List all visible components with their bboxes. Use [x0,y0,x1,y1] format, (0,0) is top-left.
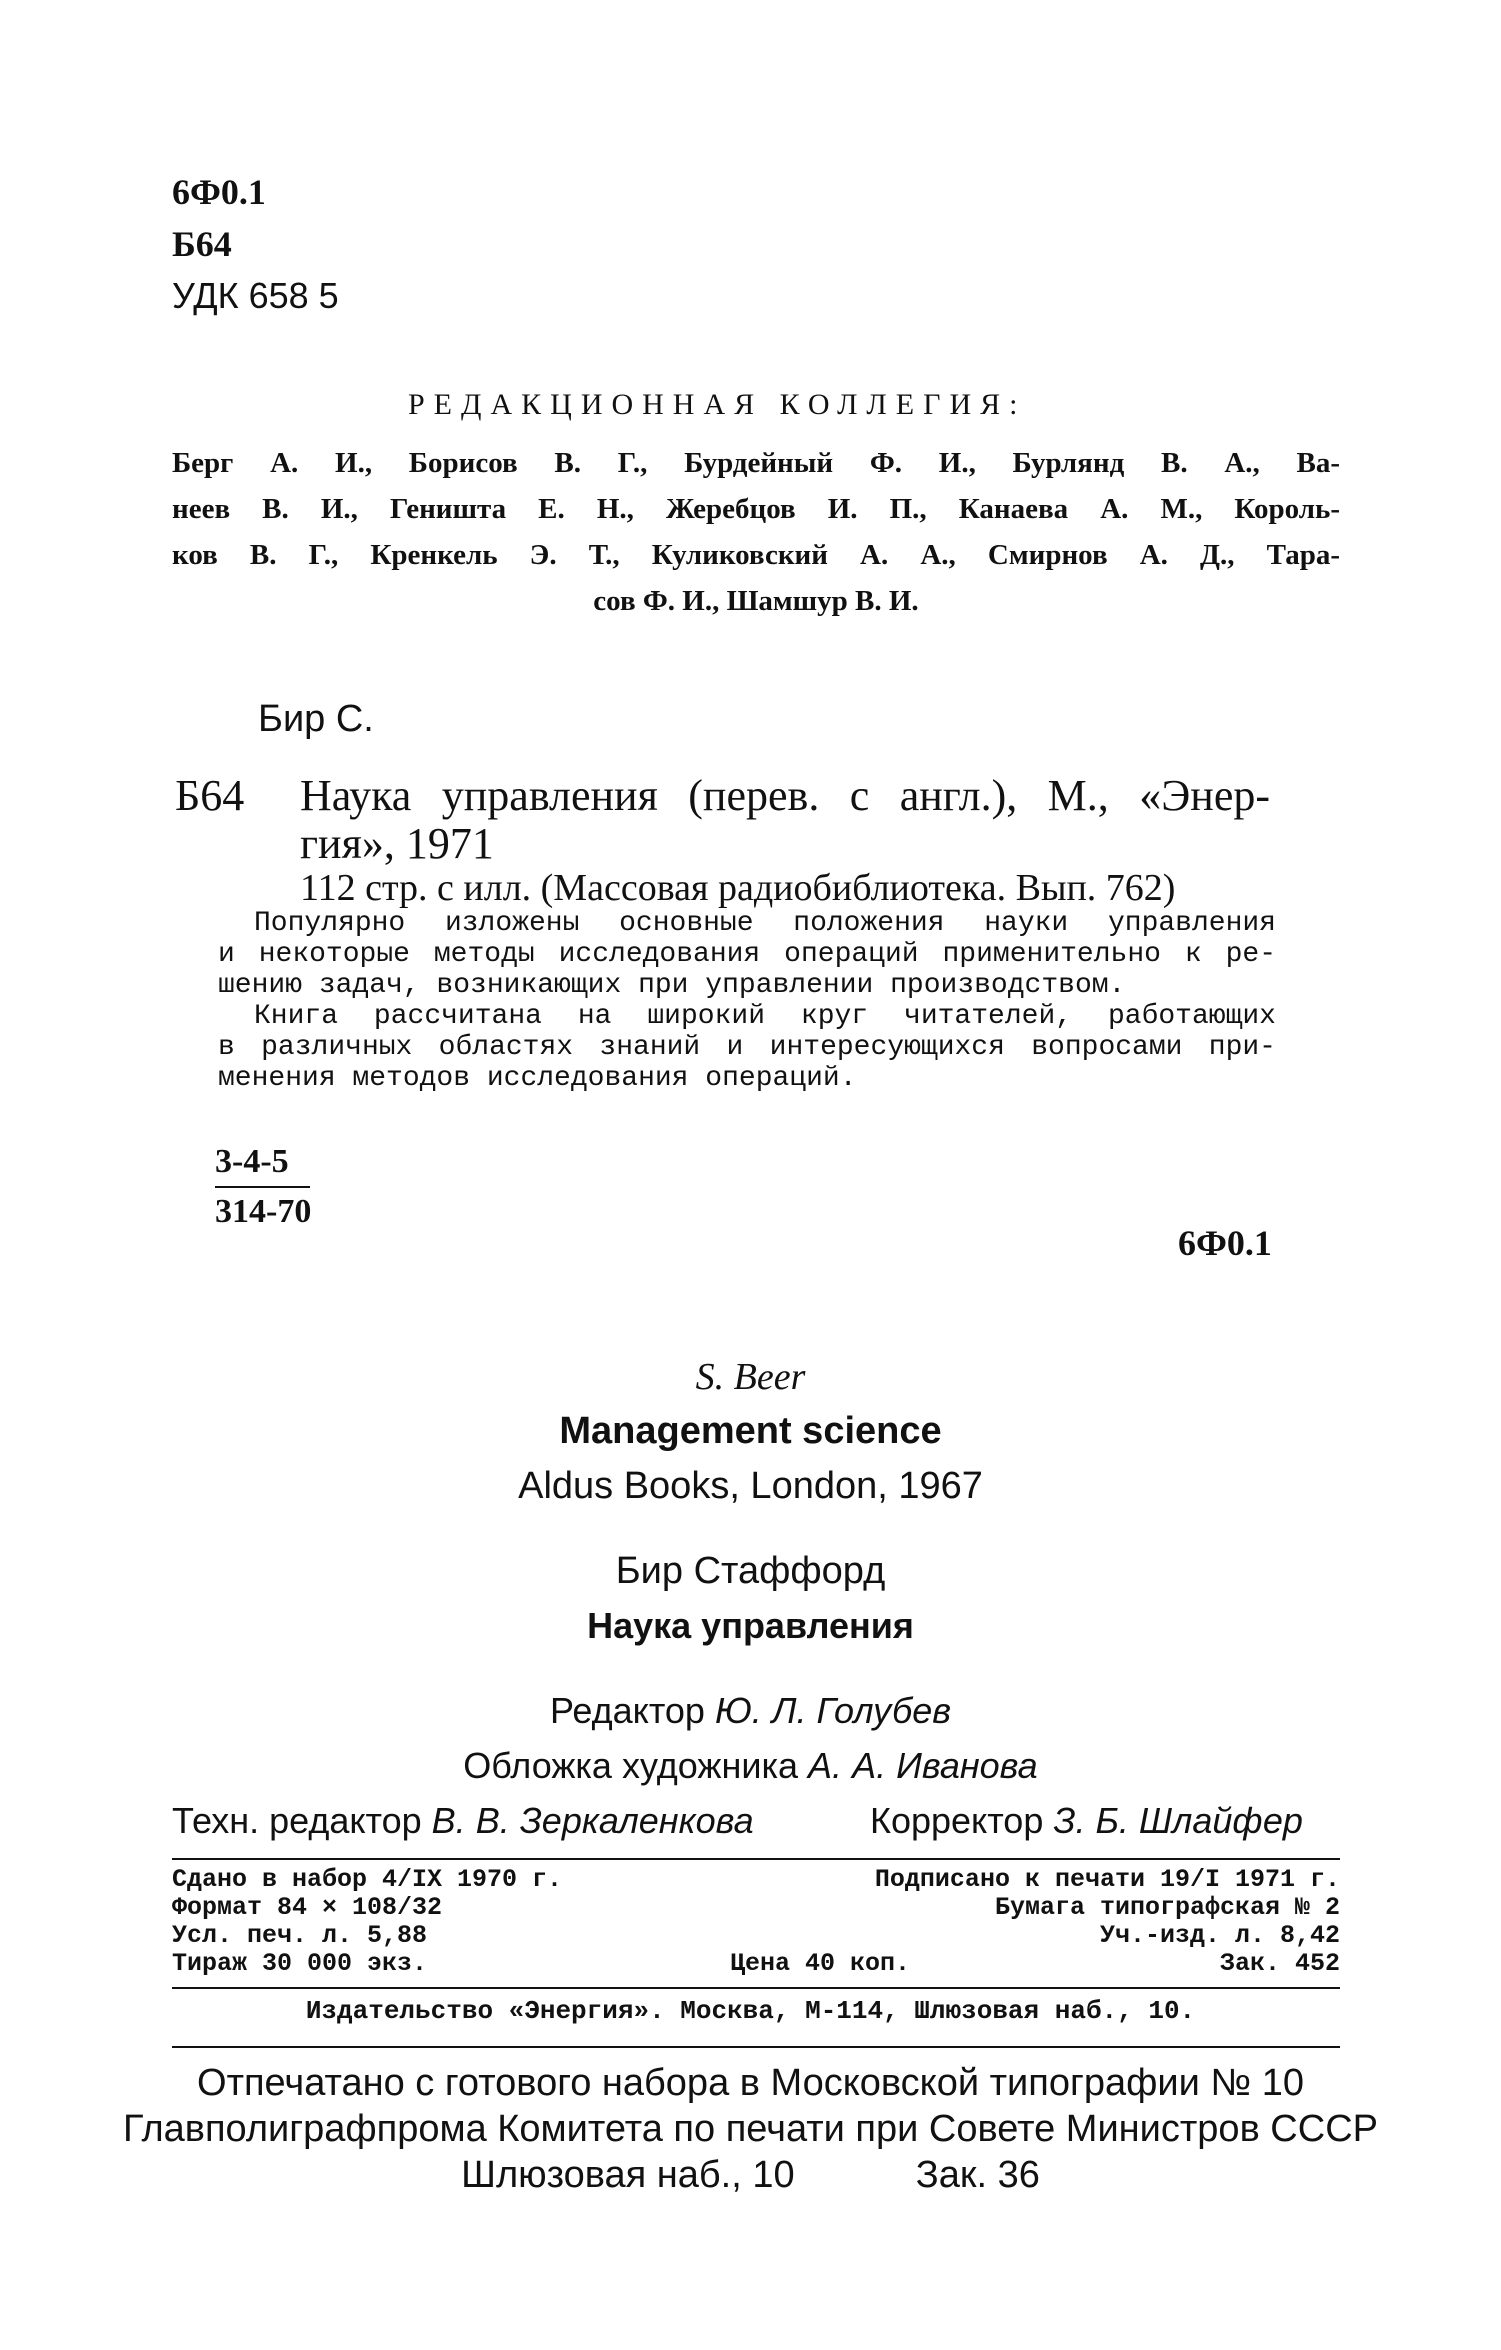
original-publisher: Aldus Books, London, 1967 [518,1465,983,1507]
entry-title-line1: Наука управления (перев. с англ.), М., «Энер- [300,771,1270,820]
fraction-rule [215,1186,310,1188]
russian-author: Бир Стаффорд [615,1550,886,1592]
imprint-bottom-rule [172,2046,1340,2048]
price: Цена 40 коп. [730,1949,911,1978]
corrector-name: З. Б. Шлайфер [1053,1800,1303,1841]
cover-label: Обложка художника [463,1745,799,1786]
board-line: неев В. И., Геништа Е. Н., Жеребцов И. П., Канаева А. М., Король- [172,493,1340,525]
corrector-label: Корректор [870,1800,1044,1841]
imprint-top-rule [172,1858,1340,1860]
sent-to-set: Сдано в набор 4/IX 1970 г. [172,1865,563,1894]
editor-name: Ю. Л. Голубев [714,1690,952,1731]
imprint-mid-rule [172,1987,1340,1989]
entry-code-right: 6Ф0.1 [1178,1223,1272,1263]
price-fraction [215,1140,311,1234]
tech-name: В. В. Зеркаленкова [431,1800,754,1841]
entry-pages: 112 стр. с илл. (Массовая радиобиблиотека. Вып. 762) [300,867,1176,909]
publisher-sheets: Уч.-изд. л. 8,42 [1099,1921,1340,1950]
udc-code: УДК 658 5 [172,275,339,316]
printing-line3 [0,2152,1501,2198]
editorial-board-members [172,440,1340,624]
editorial-board-title: РЕДАКЦИОННАЯ КОЛЛЕГИЯ: [408,388,1027,421]
annotation-line: Книга рассчитана на широкий круг читателей, работающих [254,1001,1276,1032]
printing-order: Зак. 36 [915,2154,1040,2196]
entry-cipher: Б64 [175,771,245,820]
paper-type: Бумага типографская № 2 [994,1893,1340,1922]
tech-editor-credit [172,1800,754,1842]
annotation-line: менения методов исследования операций. [218,1063,857,1094]
board-line: сов Ф. И., Шамшур В. И. [593,585,919,617]
cover-name: А. А. Иванова [808,1745,1038,1786]
printing-line2: Главполиграфпрома Комитета по печати при Совете Министров СССР [123,2108,1378,2150]
entry-annotation [218,908,1276,1094]
entry-title-line2: гия», 1971 [300,819,494,868]
order-number: Зак. 452 [1219,1949,1340,1978]
imprint-block [172,1866,1340,1978]
tech-label: Техн. редактор [172,1800,422,1841]
original-title: Management science [559,1410,942,1452]
original-author: S. Beer [695,1356,806,1398]
printing-info [0,2060,1501,2198]
classification-cipher: Б64 [172,224,232,264]
cover-credit [0,1745,1501,1787]
editor-label: Редактор [549,1690,705,1731]
printing-line1: Отпечатано с готового набора в Московской типографии № 10 [197,2062,1304,2104]
russian-title: Наука управления [587,1605,914,1646]
editor-credit [0,1690,1501,1732]
print-run: Тираж 30 000 экз. [172,1949,428,1978]
annotation-line: Популярно изложены основные положения науки управления [254,908,1276,939]
classification-code: 6Ф0.1 [172,172,266,212]
entry-author: Бир С. [258,698,374,740]
fraction-bottom: 314-70 [215,1193,312,1230]
printing-address: Шлюзовая наб., 10 [461,2154,795,2196]
print-sheets: Усл. печ. л. 5,88 [172,1921,428,1950]
publisher-address: Издательство «Энергия». Москва, М-114, Шлюзовая наб., 10. [305,1996,1196,2026]
annotation-line: в различных областях знаний и интересующихся вопросами при- [218,1032,1276,1063]
annotation-line: и некоторые методы исследования операций применительно к ре- [218,939,1276,970]
annotation-line: шению задач, возникающих при управлении производством. [218,970,1126,1001]
fraction-top: 3-4-5 [215,1143,289,1180]
signed-to-print: Подписано к печати 19/I 1971 г. [874,1865,1340,1894]
corrector-credit [870,1800,1303,1842]
format: Формат 84 × 108/32 [172,1893,443,1922]
board-line: Берг А. И., Борисов В. Г., Бурдейный Ф. И., Бурлянд В. А., Ва- [172,447,1340,479]
board-line: ков В. Г., Кренкель Э. Т., Куликовский А. А., Смирнов А. Д., Тара- [172,539,1340,571]
